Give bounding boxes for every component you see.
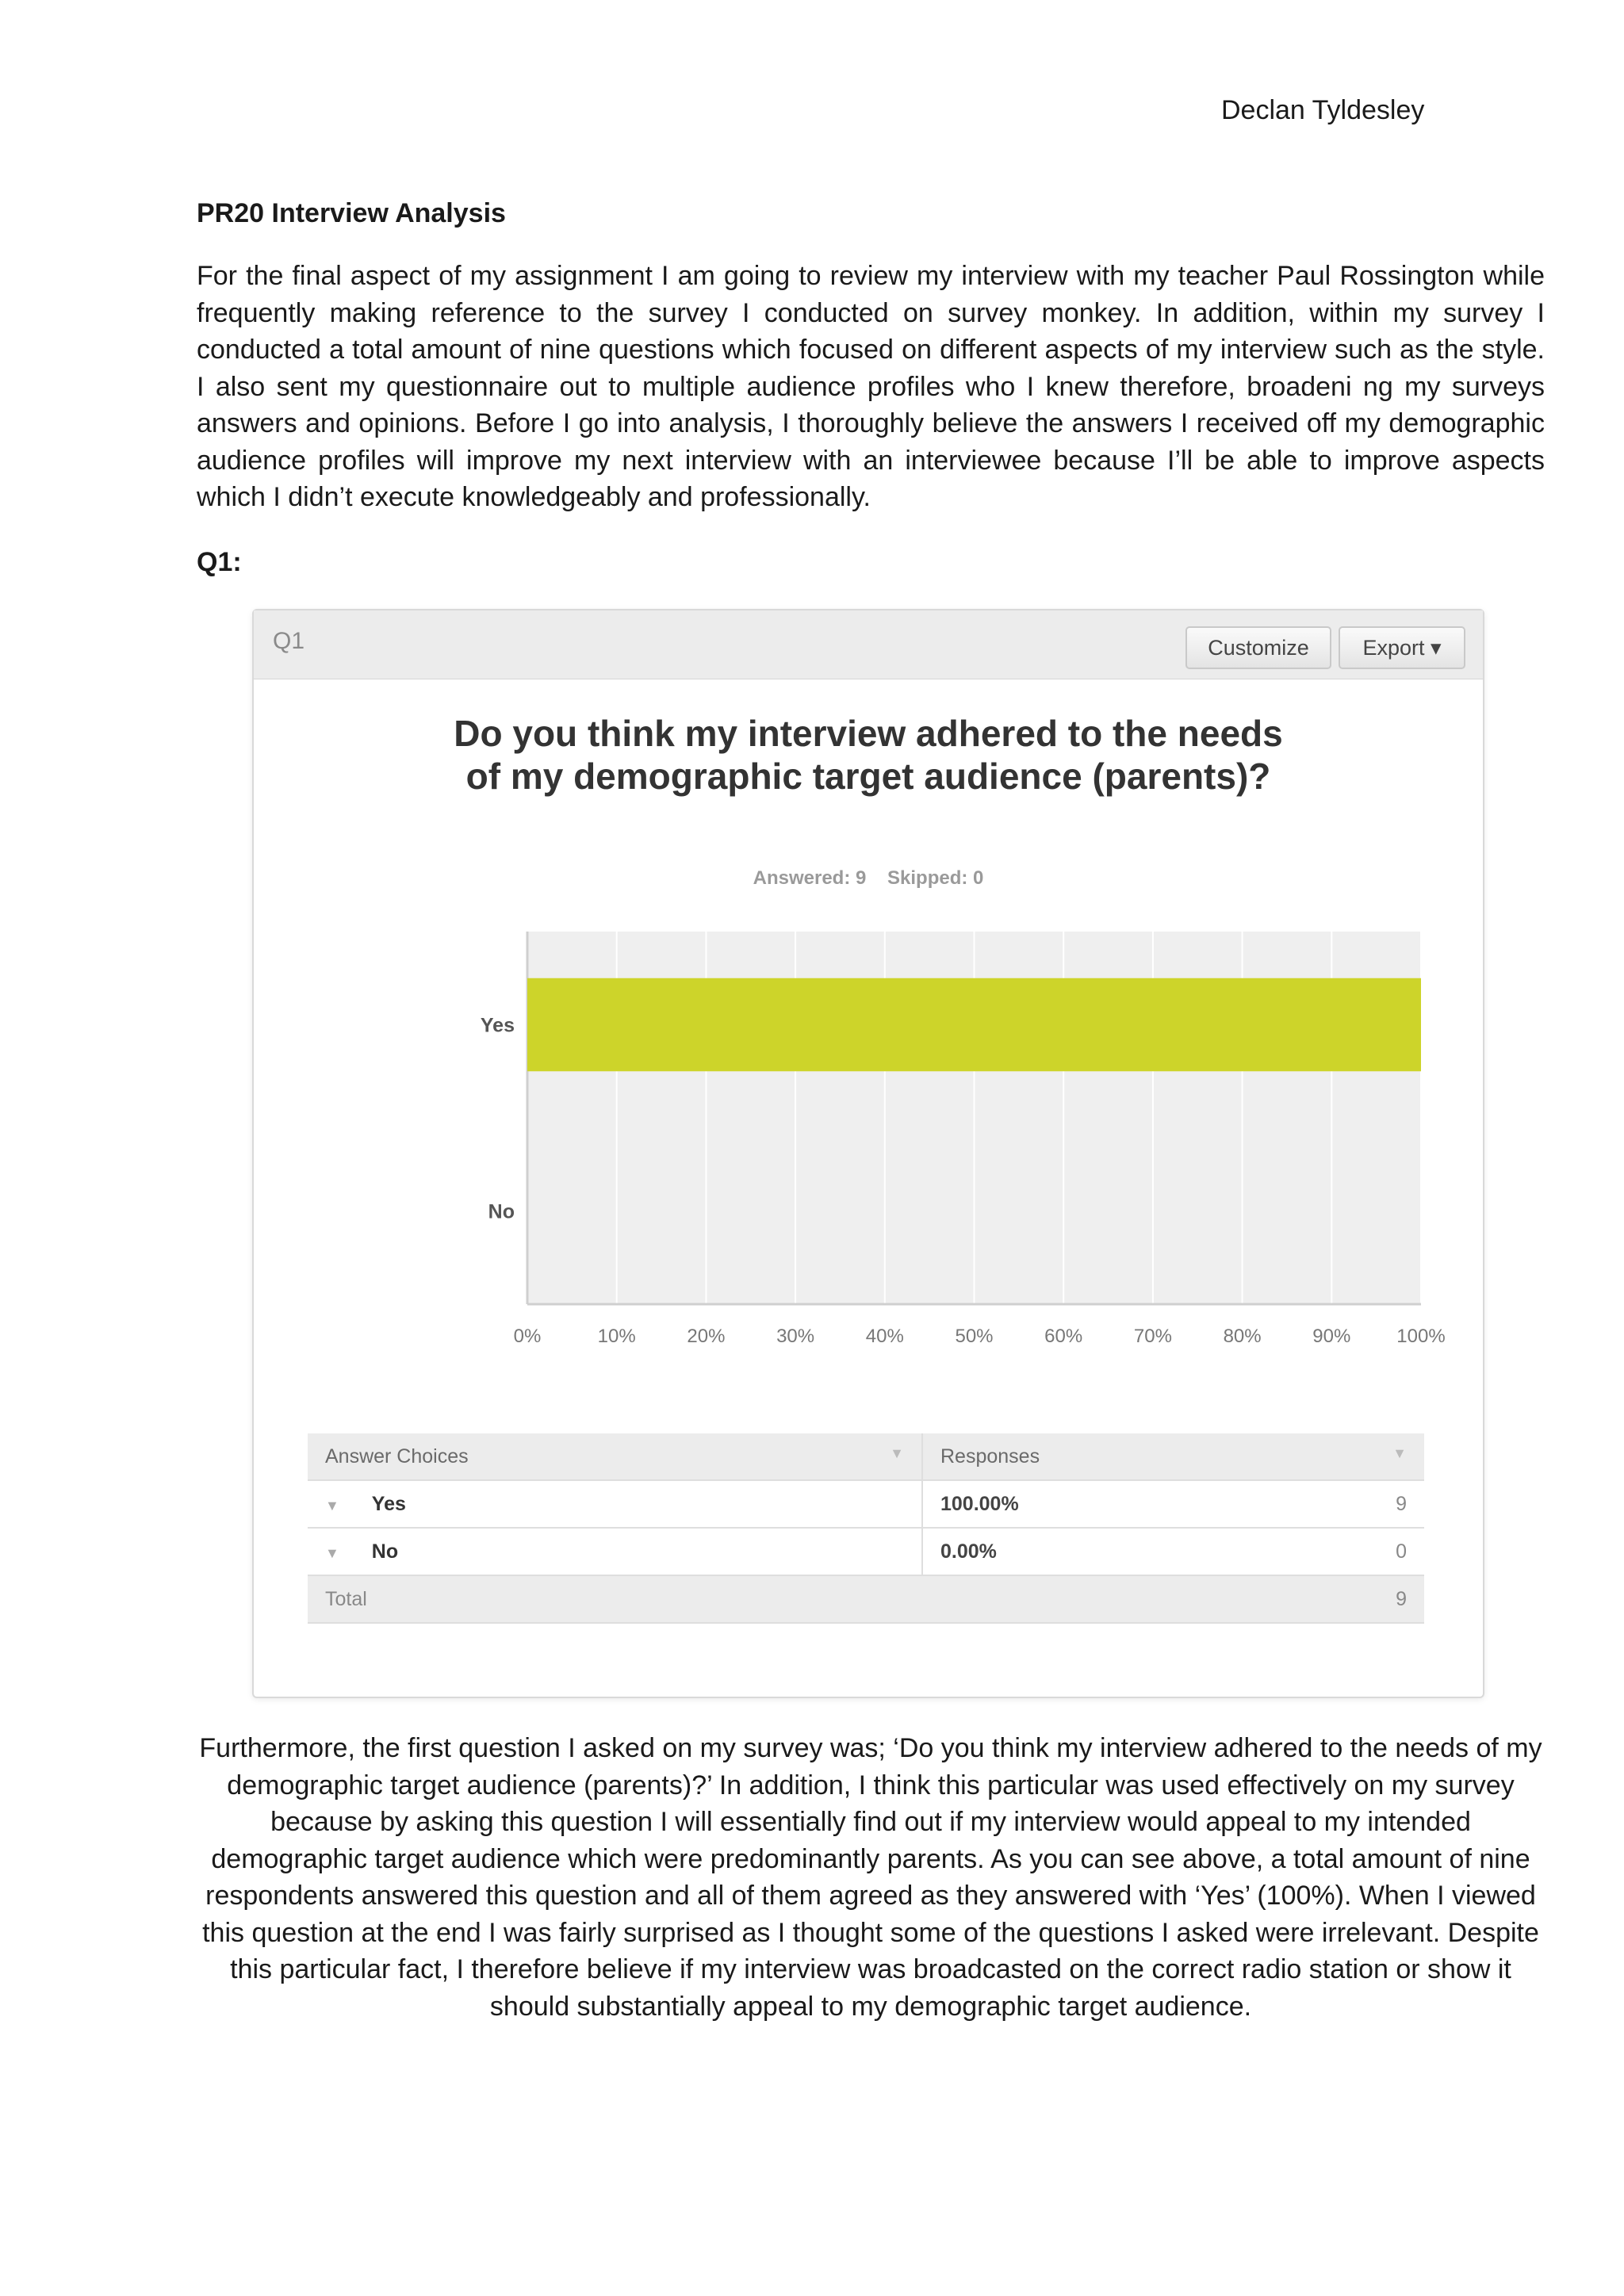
skipped-count: Skipped: 0 xyxy=(887,867,984,889)
chart-title: Do you think my interview adhered to the needs of my demographic target audience (parents)? xyxy=(454,713,1283,797)
table-row xyxy=(308,1480,1424,1528)
expand-caret-icon[interactable]: ▼ xyxy=(325,1544,339,1561)
question-label: Q1: xyxy=(197,547,242,577)
document-title: PR20 Interview Analysis xyxy=(197,198,506,228)
panel-question-id: Q1 xyxy=(273,628,305,654)
response-percent: 0.00% xyxy=(922,1528,1280,1575)
customize-button[interactable]: Customize xyxy=(1185,626,1331,669)
x-tick-label: 60% xyxy=(1044,1326,1083,1347)
x-tick-label: 40% xyxy=(865,1326,904,1347)
x-tick-label: 80% xyxy=(1223,1326,1262,1347)
x-tick-label: 0% xyxy=(513,1326,542,1347)
answered-count: Answered: 9 xyxy=(753,867,867,889)
x-tick-label: 10% xyxy=(597,1326,636,1347)
answer-choice: Yes xyxy=(371,1492,406,1515)
bar-chart xyxy=(254,610,1483,1403)
x-tick-label: 70% xyxy=(1133,1326,1172,1347)
answer-table xyxy=(308,1433,1424,1624)
table-row xyxy=(308,1528,1424,1575)
y-category-label: No xyxy=(488,1200,515,1223)
sort-caret-icon: ▼ xyxy=(1392,1445,1407,1461)
responses-header[interactable]: Responses ▼ xyxy=(922,1433,1424,1480)
total-count: 9 xyxy=(1280,1575,1424,1623)
sort-caret-icon: ▼ xyxy=(890,1445,904,1461)
x-tick-label: 100% xyxy=(1396,1326,1446,1347)
response-count: 0 xyxy=(1280,1528,1424,1575)
x-tick-label: 20% xyxy=(687,1326,726,1347)
bar-yes xyxy=(527,978,1421,1072)
x-tick-label: 50% xyxy=(955,1326,994,1347)
expand-caret-icon[interactable]: ▼ xyxy=(325,1497,339,1513)
response-percent: 100.00% xyxy=(922,1480,1280,1528)
export-button[interactable]: Export ▾ xyxy=(1339,626,1465,669)
author-name: Declan Tyldesley xyxy=(1221,95,1425,125)
total-label: Total xyxy=(308,1575,1280,1623)
y-category-label: Yes xyxy=(480,1014,515,1037)
x-tick-label: 30% xyxy=(776,1326,815,1347)
x-tick-label: 90% xyxy=(1312,1326,1351,1347)
analysis-paragraph: Furthermore, the first question I asked on my survey was; ‘Do you think my interview adhered to the needs of my demographic target audience (parents)?’ In addition, I think this particular was used effectively on my survey because by asking this question I will essentially find out if my interview would appeal to my intended demographic target audience which were predominantly parents. As you can see above, a total amount of nine respondents answered this question and all of them agreed as they answered with ‘Yes’ (100%). When I viewed this question at the end I was fairly surprised as I thought some of the questions I asked were irrelevant. Despite this particular fact, I therefore believe if my interview was broadcasted on the correct radio station or show it should substantially appeal to my demographic target audience. xyxy=(199,1733,1542,2022)
answer-choices-header[interactable]: Answer Choices ▼ xyxy=(308,1433,922,1480)
response-count: 9 xyxy=(1280,1480,1424,1528)
table-header-row xyxy=(308,1433,1424,1480)
survey-result-panel xyxy=(252,609,1484,1698)
answer-choice: No xyxy=(371,1540,399,1563)
total-row xyxy=(308,1575,1424,1623)
intro-paragraph: For the final aspect of my assignment I am going to review my interview with my teacher Paul Rossington while frequently making reference to the survey I conducted on survey monkey. In addition, within my survey I conducted a total amount of nine questions which focused on different aspects of my interview such as the style. I also sent my questionnaire out to multiple audience profiles who I knew therefore, broadeni ng my surveys answers and opinions. Before I go into analysis, I thoroughly believe the answers I received off my demographic audience profiles will improve my next interview with an interviewee because I’ll be able to improve aspects which I didn’t execute knowledgeably and professionally. xyxy=(197,261,1545,512)
